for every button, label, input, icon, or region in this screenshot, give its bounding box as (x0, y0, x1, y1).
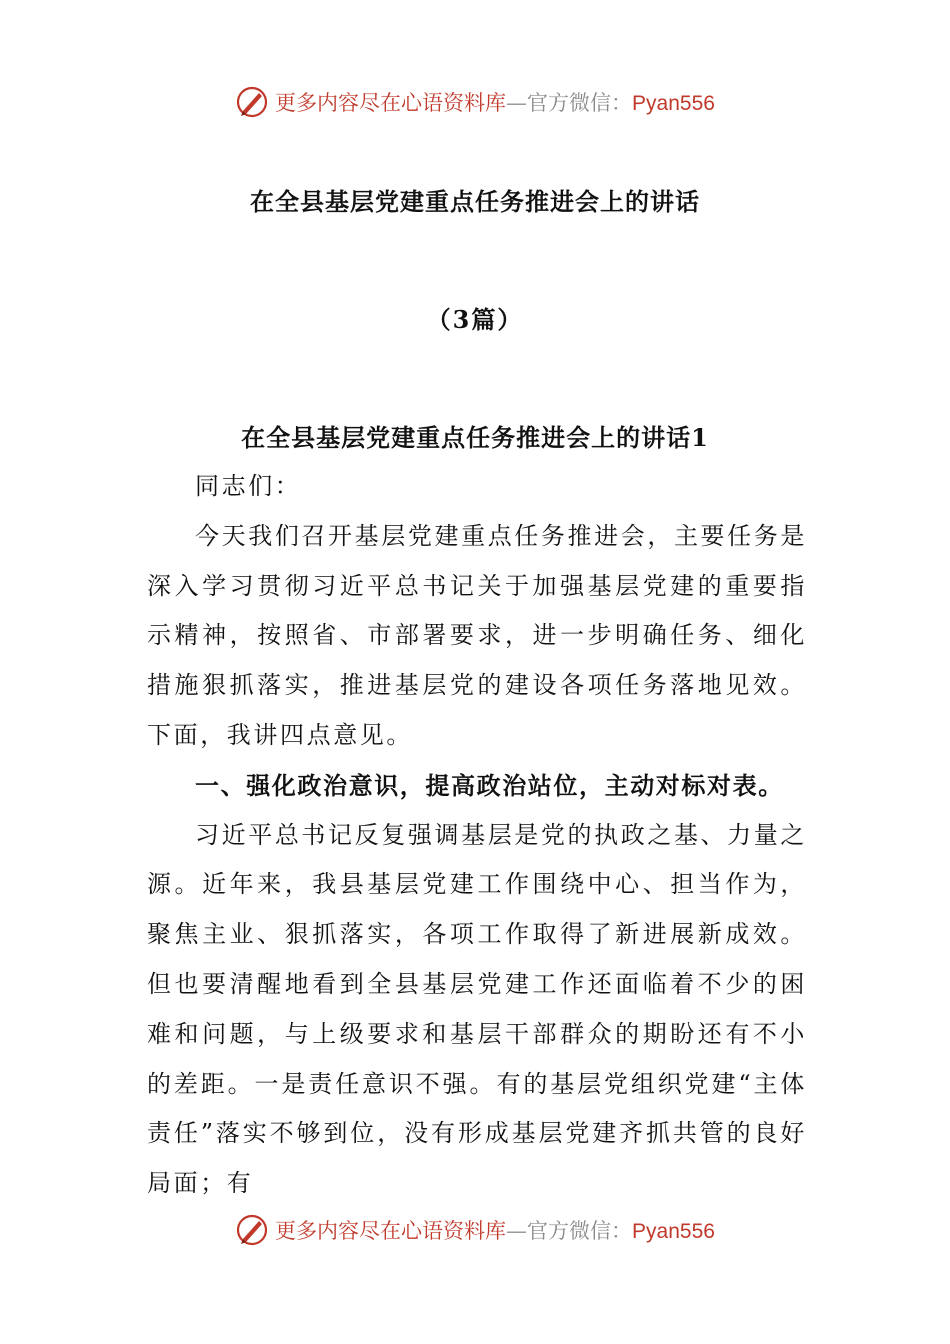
speech-subtitle: 在全县基层党建重点任务推进会上的讲话1 (241, 423, 709, 452)
document-body (147, 462, 807, 1209)
pen-circle-logo-icon (235, 1213, 269, 1247)
banner-wechat-label: 官方微信： (527, 1219, 633, 1243)
banner-wechat-id: Pyan556 (632, 1220, 715, 1243)
banner-wechat-id: Pyan556 (632, 92, 715, 115)
banner-dash: — (506, 1219, 528, 1243)
banner-wechat-label: 官方微信： (527, 91, 633, 115)
header-banner (0, 82, 950, 122)
salutation: 同志们： (195, 472, 302, 500)
footer-banner (0, 1210, 950, 1250)
intro-paragraph: 今天我们召开基层党建重点任务推进会，主要任务是深入学习贯彻习近平总书记关于加强基层党建的重要指示精神，按照省、市部署要求，进一步明确任务、细化措施狠抓落实，推进基层党的建设各项任务落地见效。下面，我讲四点意见。 (147, 521, 807, 749)
document-title: 在全县基层党建重点任务推进会上的讲话 (250, 187, 700, 216)
banner-slogan: 更多内容尽在心语资料库 (275, 1219, 507, 1243)
section-heading: 一、强化政治意识，提高政治站位，主动对标对表。 (195, 770, 784, 800)
banner-dash: — (506, 91, 528, 115)
section-paragraph: 习近平总书记反复强调基层是党的执政之基、力量之源。近年来，我县基层党建工作围绕中心、担当作为，聚焦主业、狠抓落实，各项工作取得了新进展新成效。但也要清醒地看到全县基层党建工作还面临着不少的困难和问题，与上级要求和基层干部群众的期盼还有不小的差距。一是责任意识不强。有的基层党组织党建“主体责任”落实不够到位，没有形成基层党建齐抓共管的良好局面；有 (147, 820, 807, 1198)
document-count: （3篇） (426, 305, 524, 334)
pen-circle-logo-icon (235, 85, 269, 119)
banner-slogan: 更多内容尽在心语资料库 (275, 91, 507, 115)
